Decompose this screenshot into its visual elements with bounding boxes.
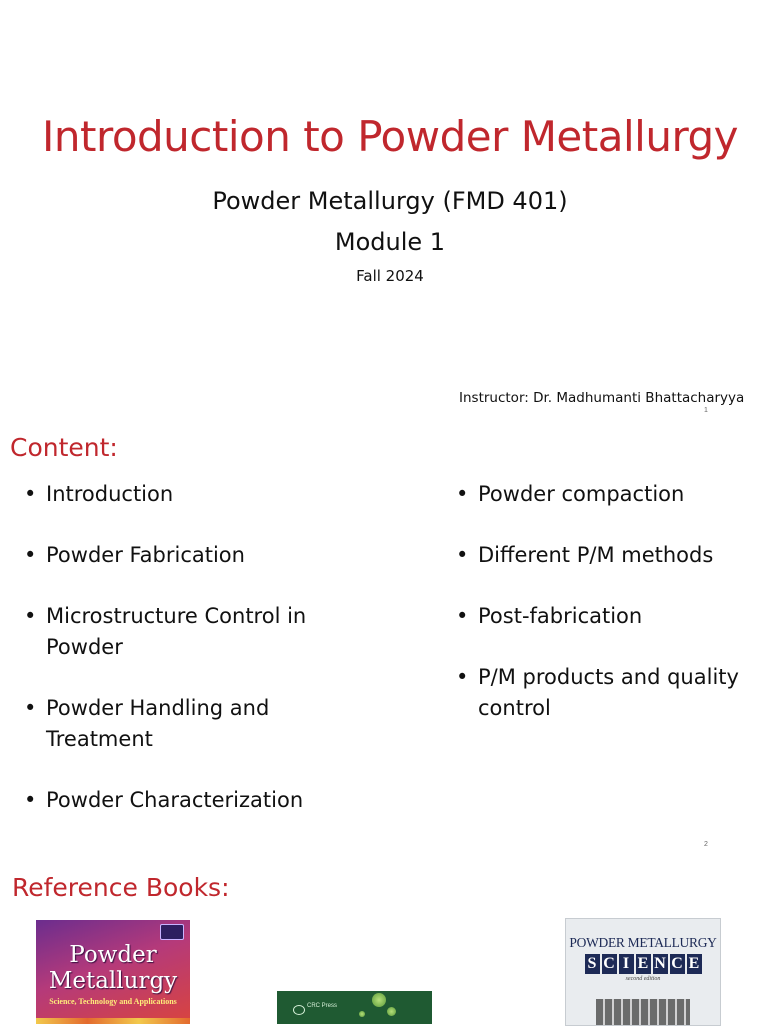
course-name: Powder Metallurgy (FMD 401) [212, 187, 568, 215]
book-subtitle: Science, Technology and Applications [49, 997, 177, 1006]
list-item [24, 785, 354, 816]
bullet-icon: • [456, 482, 469, 506]
cover-graphic [387, 1007, 396, 1016]
list-item-label: Powder Handling and Treatment [46, 696, 270, 751]
letter-tile: C [671, 955, 683, 972]
list-item-label: Powder Characterization [46, 788, 304, 812]
page-number: 1 [704, 407, 708, 414]
list-item-label: Powder compaction [478, 482, 685, 506]
science-letters [566, 954, 720, 974]
reference-books-heading: Reference Books: [12, 873, 230, 902]
letter-tile: E [636, 954, 651, 974]
list-item [456, 540, 766, 571]
content-list-left [24, 479, 354, 816]
publisher-badge-icon [160, 924, 184, 940]
list-item-label: Introduction [46, 482, 174, 506]
bullet-icon: • [456, 604, 469, 628]
micrograph-collage [596, 999, 690, 1026]
cover-strip [36, 1018, 190, 1024]
cover-graphic [372, 993, 386, 1007]
list-item-label: Different P/M methods [478, 543, 714, 567]
book-cover-pm-science [565, 918, 721, 1026]
content-heading: Content: [10, 433, 118, 462]
bullet-icon: • [24, 604, 37, 628]
letter-tile: C [603, 955, 615, 972]
list-item-label: P/M products and quality control [478, 665, 739, 720]
book-title-line: Powder [69, 942, 157, 968]
letter-tile: E [687, 954, 702, 974]
module-label: Module 1 [334, 228, 446, 256]
slide-title: Introduction to Powder Metallurgy [42, 112, 738, 161]
edition-label: second edition [625, 976, 661, 982]
bullet-icon: • [24, 788, 37, 812]
list-item [456, 479, 766, 510]
book-title-line: Metallurgy [48, 968, 178, 994]
publisher-label: CRC Press [307, 1003, 338, 1009]
content-list-right [456, 479, 766, 724]
list-item [24, 540, 354, 571]
bullet-icon: • [456, 543, 469, 567]
page-number: 2 [704, 841, 708, 848]
bullet-icon: • [24, 482, 37, 506]
crc-logo-icon [293, 1005, 305, 1015]
letter-tile: I [619, 954, 634, 974]
book-cover-powder-metallurgy [36, 920, 190, 1024]
cover-graphic [359, 1011, 365, 1017]
list-item-label: Powder Fabrication [46, 543, 245, 567]
bullet-icon: • [456, 665, 469, 689]
list-item [24, 601, 354, 663]
book-title: POWDER METALLURGY [569, 935, 717, 950]
bullet-icon: • [24, 543, 37, 567]
list-item [456, 662, 766, 724]
list-item [24, 479, 354, 510]
letter-tile: S [585, 954, 600, 974]
letter-tile: N [654, 955, 666, 972]
book-cover-crc [277, 991, 432, 1024]
list-item [456, 601, 766, 632]
instructor-label: Instructor: Dr. Madhumanti Bhattacharyya [459, 390, 745, 406]
list-item-label: Post-fabrication [478, 604, 643, 628]
term-label: Fall 2024 [356, 267, 424, 285]
bullet-icon: • [24, 696, 37, 720]
list-item-label: Microstructure Control in Powder [46, 604, 307, 659]
list-item [24, 693, 354, 755]
